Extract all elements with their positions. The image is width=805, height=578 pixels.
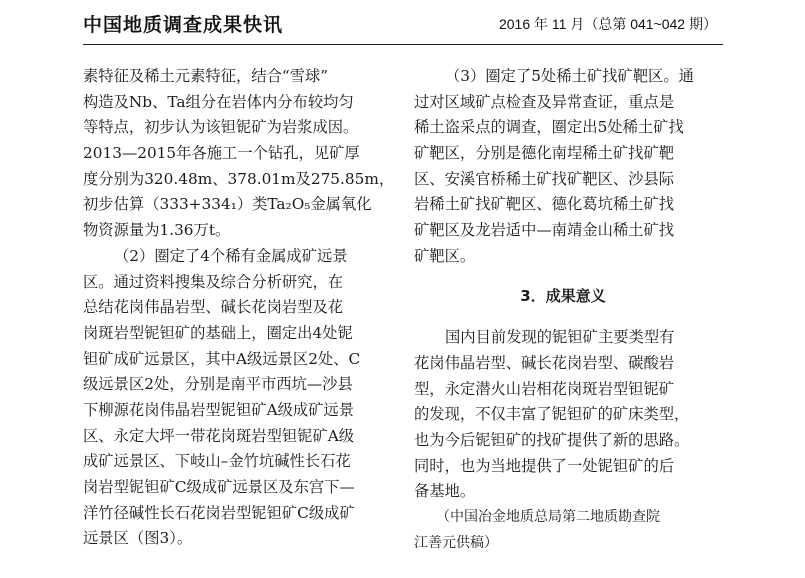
issue-info: 2016 年 11 月（总第 041~042 期） — [498, 16, 717, 32]
right-column — [414, 64, 712, 556]
text-line: 初步估算（333+334₁）类Ta₂O₅金属氧化 — [83, 195, 372, 214]
text-line: 成矿远景区、下岐山–金竹坑碱性长石花 — [83, 452, 351, 471]
text-line: 的发现，不仅丰富了铌钽矿的矿床类型， — [414, 405, 690, 424]
text-line: 素特征及稀土元素特征，结合“雪球” — [83, 67, 329, 85]
paragraph-start-line: 国内目前发现的铌钽矿主要类型有 — [445, 328, 675, 347]
text-line: 也为今后铌钽矿的找矿提供了新的思路。 — [414, 430, 690, 449]
text-line: 下柳源花岗伟晶岩型铌钽矿A级成矿远景 — [83, 400, 355, 419]
text-line: 同时，也为当地提供了一处铌钽矿的后 — [414, 456, 675, 475]
text-line: 2013—2015年各施工一个钻孔，见矿厚 — [83, 144, 360, 163]
text-line: 物资源量为1.36万t。 — [83, 221, 231, 240]
text-line: 花岗伟晶岩型、碱长花岗岩型、碳酸岩 — [414, 353, 675, 372]
credit-line: （中国冶金地质总局第二地质勘查院 — [436, 509, 660, 525]
text-line: 远景区（图3）。 — [83, 529, 193, 548]
text-line: 岩稀土矿找矿靶区、德化葛坑稀土矿找 — [414, 195, 675, 214]
text-line: 度分别为320.48m、378.01m及275.85m， — [83, 169, 395, 188]
text-line: 钽矿成矿远景区，其中A级远景区2处、C — [83, 349, 361, 368]
text-line: 等特点，初步认为该钽铌矿为岩浆成因。 — [83, 118, 359, 137]
credit-line: 江善元供稿） — [414, 534, 498, 551]
text-line: 洋竹径碱性长石花岗岩型铌钽矿C级成矿 — [83, 503, 355, 522]
section-heading: 3．成果意义 — [520, 286, 606, 305]
header-rule — [83, 44, 723, 45]
left-column — [83, 64, 395, 552]
text-line: 总结花岗伟晶岩型、碱长花岗岩型及花 — [83, 298, 344, 317]
text-line: 备基地。 — [414, 482, 476, 501]
text-line: 矿靶区，分别是德化南埕稀土矿找矿靶 — [414, 144, 675, 163]
journal-title: 中国地质调查成果快讯 — [83, 14, 284, 36]
text-line: 型，永定潜火山岩相花岗斑岩型钽铌矿 — [414, 379, 675, 398]
text-line: 区。通过资料搜集及综合分析研究，在 — [83, 272, 344, 291]
text-line: 区、安溪官桥稀土矿找矿靶区、沙县际 — [414, 169, 675, 188]
text-line: 矿靶区。 — [414, 246, 476, 265]
text-line: 稀土盗采点的调查，圈定出5处稀土矿找 — [414, 118, 684, 137]
text-line: 区、永定大坪一带花岗斑岩型钽铌矿A级 — [83, 426, 355, 445]
paragraph-start-line: （2）圈定了4个稀有金属成矿远景 — [114, 246, 348, 265]
text-line: 构造及Nb、Ta组分在岩体内分布较均匀 — [83, 92, 354, 111]
text-line: 岗斑岩型铌钽矿的基础上，圈定出4处铌 — [83, 323, 353, 342]
text-line: 矿靶区及龙岩适中—南靖金山稀土矿找 — [414, 221, 675, 240]
text-line: 过对区域矿点检查及异常查证，重点是 — [414, 92, 675, 111]
text-line: 岗岩型铌钽矿C级成矿远景区及东宫下— — [83, 478, 355, 496]
paragraph-start-line: （3）圈定了5处稀土矿找矿靶区。通 — [445, 67, 694, 85]
page-header — [0, 0, 805, 52]
text-line: 级远景区2处，分别是南平市西坑—沙县 — [83, 375, 353, 394]
